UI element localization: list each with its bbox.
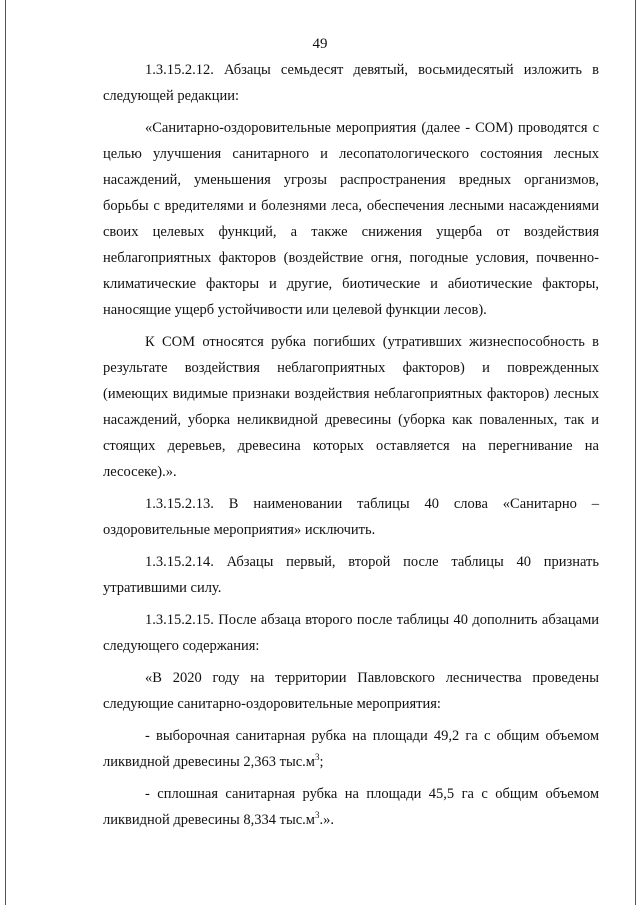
paragraph-1: 1.3.15.2.12. Абзацы семьдесят девятый, восьмидесятый изложить в следующей редакции:	[103, 62, 599, 104]
paragraph-8	[103, 723, 599, 775]
paragraph-8-superscript: 3	[314, 752, 320, 763]
document-body	[103, 57, 599, 839]
paragraph-8-end: ;	[319, 754, 324, 770]
paragraph-4: 1.3.15.2.13. В наименовании таблицы 40 слова «Санитарно – оздоровительные мероприятия» исключить.	[103, 496, 599, 538]
paragraph-9	[103, 781, 599, 833]
paragraph-9-superscript: 3	[314, 810, 320, 821]
paragraph-5: 1.3.15.2.14. Абзацы первый, второй после таблицы 40 признать утратившими силу.	[103, 554, 599, 596]
paragraph-9-end: .».	[319, 812, 334, 828]
scan-edge-right	[635, 0, 636, 905]
paragraph-8-text: - выборочная санитарная рубка на площади 49,2 га с общим объемом ликвидной древесины 2,363 тыс.м	[103, 728, 599, 770]
page-number: 49	[312, 36, 328, 52]
paragraph-9-text: - сплошная санитарная рубка на площади 45,5 га с общим объемом ликвидной древесины 8,334 тыс.м	[103, 786, 599, 828]
paragraph-7: «В 2020 году на территории Павловского лесничества проведены следующие санитарно-оздоровительные мероприятия:	[103, 670, 599, 712]
paragraph-2: «Санитарно-оздоровительные мероприятия (далее - СОМ) проводятся с целью улучшения санитарного и лесопатологического состояния лесных насаждений, уменьшения угрозы распространения вредных организмов, борьбы с вредителями и болезнями леса, обеспечения лесными насаждениями своих целевых функций, а также снижения ущерба от воздействия неблагоприятных факторов (воздействие огня, погодные условия, почвенно-климатические факторы и другие, биотические и абиотические факторы, наносящие ущерб устойчивости или целевой функции лесов).	[103, 120, 599, 318]
scan-edge-left	[5, 0, 6, 905]
paragraph-3: К СОМ относятся рубка погибших (утративших жизнеспособность в результате воздействия неблагоприятных факторов) и поврежденных (имеющих видимые признаки воздействия неблагоприятных факторов) лесных насаждений, уборка неликвидной древесины (уборка как поваленных, так и стоящих деревьев, древесина которых оставляется на перегнивание на лесосеке).».	[103, 334, 599, 480]
paragraph-6: 1.3.15.2.15. После абзаца второго после таблицы 40 дополнить абзацами следующего содержания:	[103, 612, 599, 654]
